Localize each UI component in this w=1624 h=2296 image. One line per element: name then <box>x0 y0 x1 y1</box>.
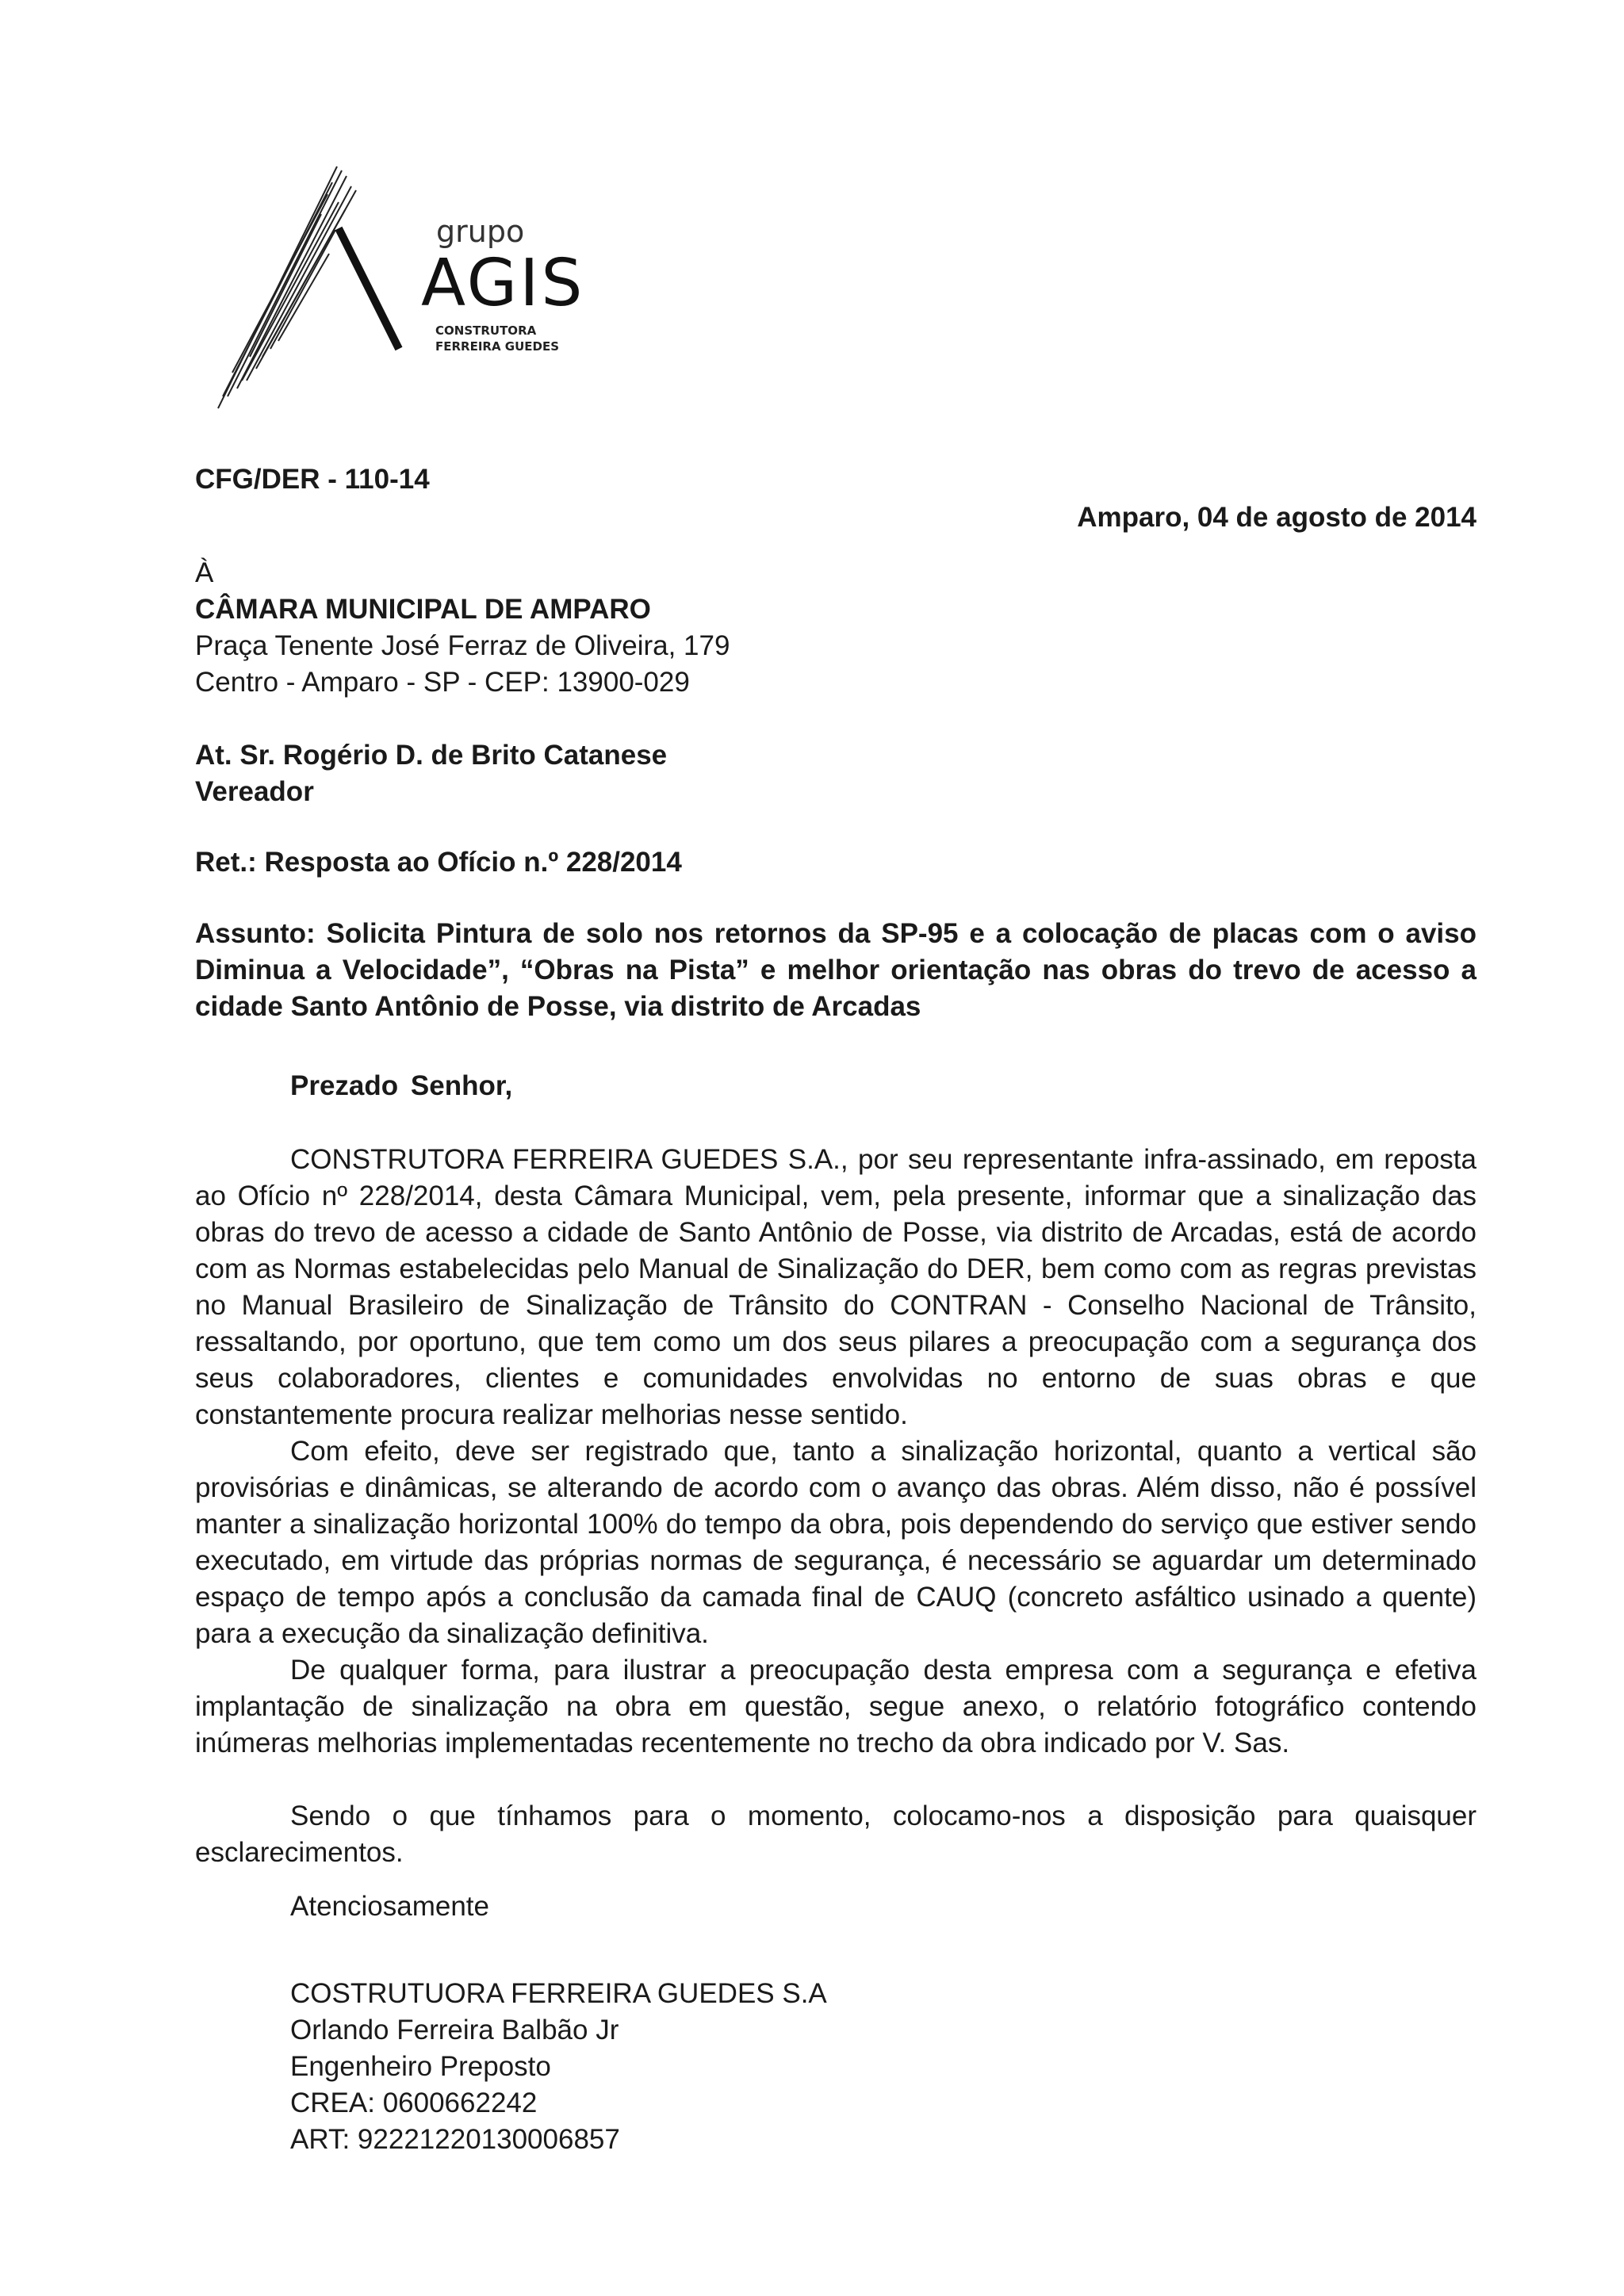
recipient-name: CÂMARA MUNICIPAL DE AMPARO <box>195 594 651 625</box>
agis-logo-graphic <box>202 159 615 420</box>
recipient-address-line2: Centro - Amparo - SP - CEP: 13900-029 <box>195 667 690 698</box>
recipient-address-line1: Praça Tenente José Ferraz de Oliveira, 179 <box>195 630 730 661</box>
body-paragraph-2: Com efeito, deve ser registrado que, tanto a sinalização horizontal, quanto a vertical são provisórias e dinâmicas, se alterando de acordo com o avanço das obras. Além disso, não é possível manter a sinalização horizontal 100% do tempo da obra, pois dependendo do serviço que estiver sendo executado, em virtude das próprias normas de segurança, é necessário se aguardar um determinado espaço de tempo após a conclusão da camada final de CAUQ (concreto asfáltico usinado a quente) para a execução da sinalização definitiva. <box>195 1436 1477 1649</box>
attention-block <box>195 737 1477 810</box>
signature-name: Orlando Ferreira Balbão Jr <box>290 2015 619 2045</box>
signature-crea: CREA: 0600662242 <box>290 2087 538 2118</box>
company-logo <box>202 159 615 420</box>
logo-brand: AGIS <box>421 246 585 321</box>
recipient-block <box>195 555 1477 701</box>
signature-company: COSTRUTUORA FERREIRA GUEDES S.A <box>290 1978 827 2009</box>
signature-role: Engenheiro Preposto <box>290 2051 551 2082</box>
logo-hatch-marks <box>218 166 356 408</box>
body-paragraph-3: De qualquer forma, para ilustrar a preocupação desta empresa com a segurança e efetiva implantação de sinalização na obra em questão, segue anexo, o relatório fotográfico contendo inúmeras melhorias implementadas recentemente no trecho da obra indicado por V. Sas. <box>195 1655 1477 1758</box>
subject-line: Assunto: Solicita Pintura de solo nos retornos da SP-95 e a colocação de placas com o aviso Diminua a Velocidade”, “Obras na Pista” e melhor orientação nas obras do trevo de acesso a cidade Santo Antônio de Posse, via distrito de Arcadas <box>195 918 1477 1022</box>
logo-backslash-mark <box>339 228 399 349</box>
body-paragraph-1: CONSTRUTORA FERREIRA GUEDES S.A., por seu representante infra-assinado, em reposta ao Ofício nº 228/2014, desta Câmara Municipal, vem, pela presente, informar que a sinalização das obras do trevo de acesso a cidade de Santo Antônio de Posse, via distrito de Arcadas, está de acordo com as Normas estabelecidas pelo Manual de Sinalização do DER, bem como com as regras previstas no Manual Brasileiro de Sinalização de Trânsito do CONTRAN - Conselho Nacional de Trânsito, ressaltando, por oportuno, que tem como um dos seus pilares a preocupação com a segurança dos seus colaboradores, clientes e comunidades envolvidas no entorno de suas obras e que constantemente procura realizar melhorias nesse sentido. <box>195 1144 1477 1430</box>
attention-name: At. Sr. Rogério D. de Brito Catanese <box>195 740 668 771</box>
attention-title: Vereador <box>195 776 314 807</box>
reference-line: Ret.: Resposta ao Ofício n.º 228/2014 <box>195 847 682 878</box>
salutation: Prezado Senhor, <box>290 1070 513 1101</box>
letter-body <box>195 1142 1477 1871</box>
logo-group-word: grupo <box>436 214 525 249</box>
logo-sub-line1: CONSTRUTORA <box>435 323 537 338</box>
signature-block <box>290 1976 827 2158</box>
closing: Atenciosamente <box>290 1891 489 1922</box>
date-line: Amparo, 04 de agosto de 2014 <box>1077 502 1477 533</box>
signature-art: ART: 92221220130006857 <box>290 2124 620 2155</box>
recipient-prefix: À <box>195 557 214 588</box>
logo-sub-line2: FERREIRA GUEDES <box>435 339 560 354</box>
reference-code: CFG/DER - 110-14 <box>195 464 430 495</box>
body-paragraph-4: Sendo o que tínhamos para o momento, colocamo-nos a disposição para quaisquer esclarecimentos. <box>195 1800 1477 1868</box>
